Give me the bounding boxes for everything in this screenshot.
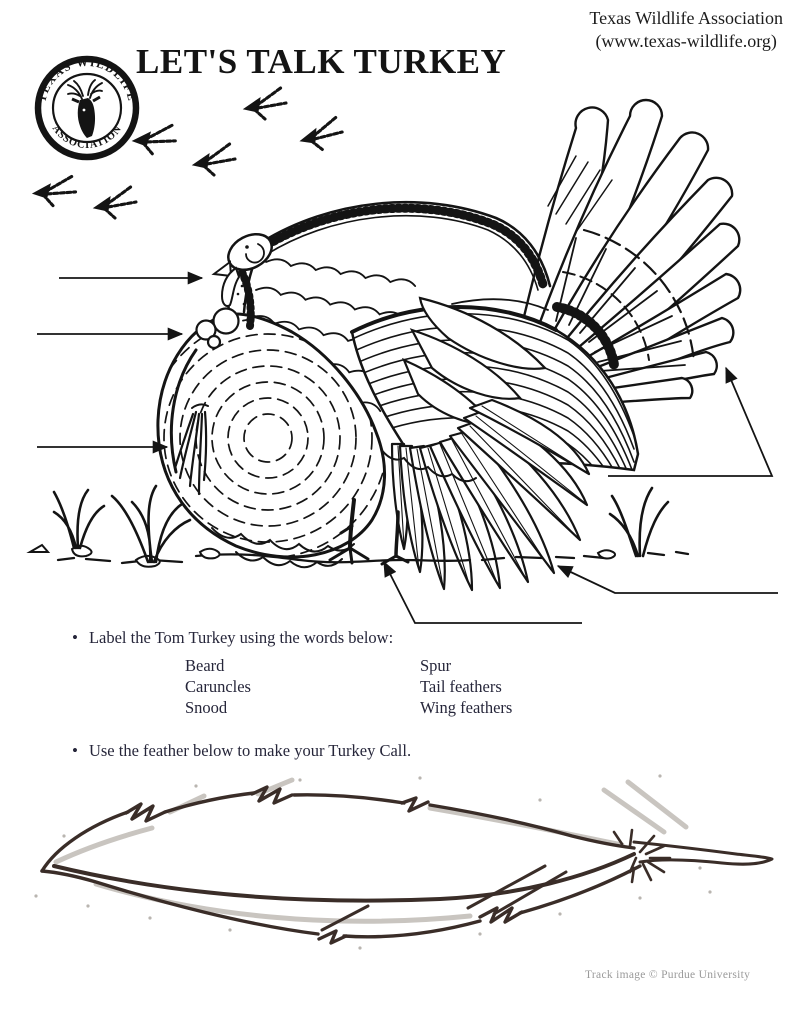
turkey-track-icon: [299, 116, 343, 151]
word-bank-column-2: [420, 655, 712, 718]
eye-dot: [245, 245, 249, 249]
word-caruncles: Caruncles: [185, 676, 251, 696]
instructions-section: [72, 628, 712, 761]
word-snood: Snood: [185, 697, 228, 717]
turkey-track-icon: [32, 172, 77, 208]
turkey-track-icon: [131, 119, 177, 157]
word-bank: [185, 655, 712, 718]
word-beard: Beard: [185, 655, 225, 675]
word-wing-feathers: Wing feathers: [420, 697, 513, 717]
label-line-wing-feathers: [558, 566, 778, 593]
turkey-track-icon: [193, 143, 235, 175]
turkey-track-icon: [94, 186, 136, 218]
word-spur: Spur: [420, 655, 452, 675]
instruction-text-2: Use the feather below to make your Turkey Call.: [88, 740, 412, 760]
bullet-dot: •: [72, 628, 78, 647]
bullet-dot: •: [72, 740, 78, 760]
turkey-call-feather: [34, 774, 772, 949]
org-url-text: (www.texas-wildlife.org): [595, 31, 777, 52]
page-title: LET'S TALK TURKEY: [136, 42, 507, 81]
instruction-bullet-1: [72, 628, 712, 649]
logo-arc-bottom-text: ASSOCIATION: [49, 123, 125, 152]
grass-right: [610, 488, 668, 556]
word-tail-feathers: Tail feathers: [420, 676, 502, 696]
turkey-track-icon: [244, 87, 286, 119]
word-bank-column-1: [185, 655, 420, 718]
image-credit-caption: Track image © Purdue University: [585, 969, 751, 981]
logo-arc-top-text: TEXAS WILDLIFE: [36, 56, 138, 104]
instruction-bullet-2: [72, 741, 712, 762]
org-name-text: Texas Wildlife Association: [589, 8, 783, 28]
ground: [30, 545, 688, 567]
instruction-text-1: Label the Tom Turkey using the words below:: [88, 628, 394, 647]
turkey-tracks: [32, 87, 343, 218]
